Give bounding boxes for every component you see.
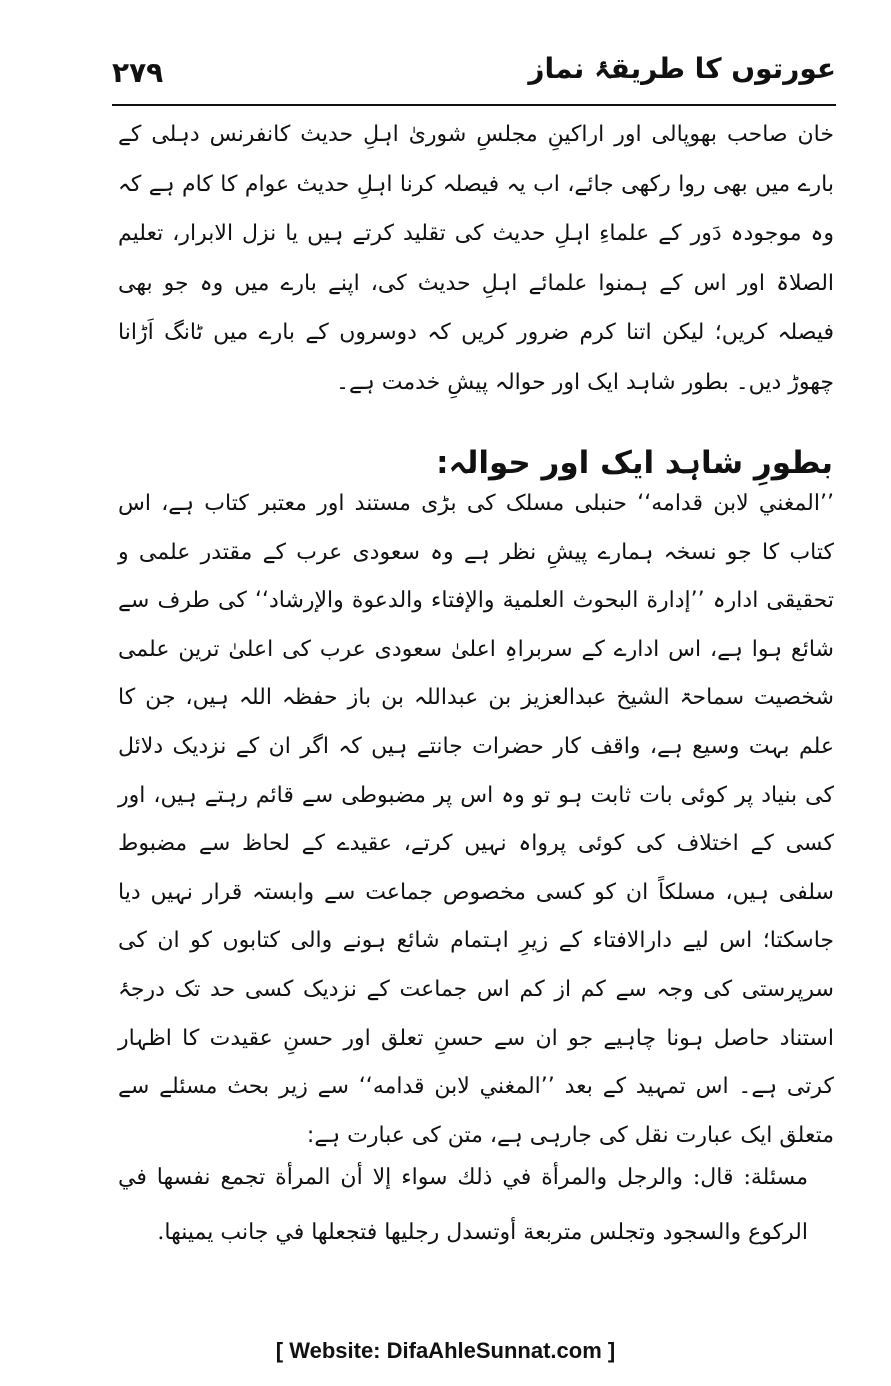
paragraph-line: روا رکھی جائے، اب یہ فیصلہ کرنا اہلِ حدیث عوام کا کام ہے کہ وہ موجودہ دَور کے	[118, 171, 834, 246]
reference-text: کی طرف سے شائع ہوا ہے، اس ادارے کے سربراہِ اعلیٰ سعودی عرب کی اعلیٰ ترین علمی شخصیت سماحۃ الشیخ عبدالعزیز بن عبداللہ بن باز حفظہ اللہ ہیں، جن کا علم بہت وسیع ہے، واقف کار حضرات جانتے ہیں کہ اگر ان کے نزدیک دلائل کی بنیاد پر کوئی بات ثابت ہو تو وہ اس پر مضبوطی سے قائم رہتے ہیں، اور کسی کے اختلاف کی کوئی پرواہ نہیں کرتے، عقیدے کے لحاظ سے مضبوط سلفی ہیں، مسلکاً ان کو کسی مخصوص جماعت سے وابستہ قرار نہیں دیا جاسکتا؛ اس لیے دارالافتاء کے زیرِ اہتمام شائع ہونے والی کتابوں کو ان کی سرپرستی کی وجہ سے کم از کم اس جماعت کے نزدیک کسی حد تک درجۂ استناد حاصل ہونا چاہیے جو ان سے حسنِ تعلق اور حسنِ عقیدت کا اظہار کرتی ہے۔ اس تمہید کے بعد	[118, 588, 834, 1100]
paragraph-line: خان صاحب بھوپالی اور اراکینِ مجلسِ شوریٰ اہلِ حدیث کانفرنس دہلی کے بارے میں بھی	[118, 122, 834, 197]
header-divider	[112, 104, 836, 106]
page-header	[112, 50, 836, 102]
institution-name: إدارة البحوث العلمية والإفتاء والدعوة والإرشاد	[268, 588, 691, 614]
running-title: عورتوں کا طریقۂ نماز	[528, 52, 836, 85]
paragraph-reference	[118, 480, 834, 1160]
book-title: المغني لابن قدامه	[651, 491, 820, 516]
open-quote: ’’	[819, 491, 834, 516]
paragraph-line: علماءِ اہلِ حدیث کی تقلید کرتے ہیں یا نزل الابرار، تعلیم الصلاۃ اور اس کے ہمنوا علمائے	[118, 221, 835, 296]
paragraph-line: اہلِ حدیث کی، اپنے بارے میں وہ جو بھی فیصلہ کریں؛ لیکن اتنا کرم ضرور کریں کہ دوسروں	[118, 270, 834, 345]
close-quote: ‘‘	[254, 588, 269, 614]
arabic-quotation: مسئلة: قال: والرجل والمرأة في ذلك سواء إلا أن المرأة تجمع نفسها في الركوع والسجود وتجلس متربعة أوتسدل رجليها فتجعلها في جانب يمينها.	[118, 1165, 808, 1245]
close-quote: ‘‘	[637, 491, 652, 516]
book-title: المغني لابن قدامه	[372, 1074, 541, 1100]
reference-text: سے زیر بحث مسئلے سے متعلق ایک عبارت نقل کی جارہی ہے، متن کی عبارت ہے:	[118, 1074, 834, 1148]
paragraph-line: کے بارے میں ٹانگ اَڑانا چھوڑ دیں۔ بطور شاہد ایک اور حوالہ پیشِ خدمت ہے۔	[118, 320, 834, 395]
open-quote: ’’	[540, 1074, 555, 1100]
open-quote: ’’	[690, 588, 705, 614]
reference-text: حنبلی مسلک کی بڑی مستند اور معتبر کتاب ہے، اس کتاب کا جو نسخہ ہمارے پیشِ نظر ہے وہ سعودی عرب کے مقتدر علمی و تحقیقی ادارہ	[118, 491, 834, 614]
page-number: ۲۷۹	[112, 56, 164, 89]
close-quote: ‘‘	[358, 1074, 373, 1100]
website-footer: [ Website: DifaAhleSunnat.com ]	[275, 1338, 616, 1363]
section-heading: بطورِ شاہد ایک اور حوالہ:	[436, 445, 833, 481]
paragraph-intro	[118, 110, 834, 407]
